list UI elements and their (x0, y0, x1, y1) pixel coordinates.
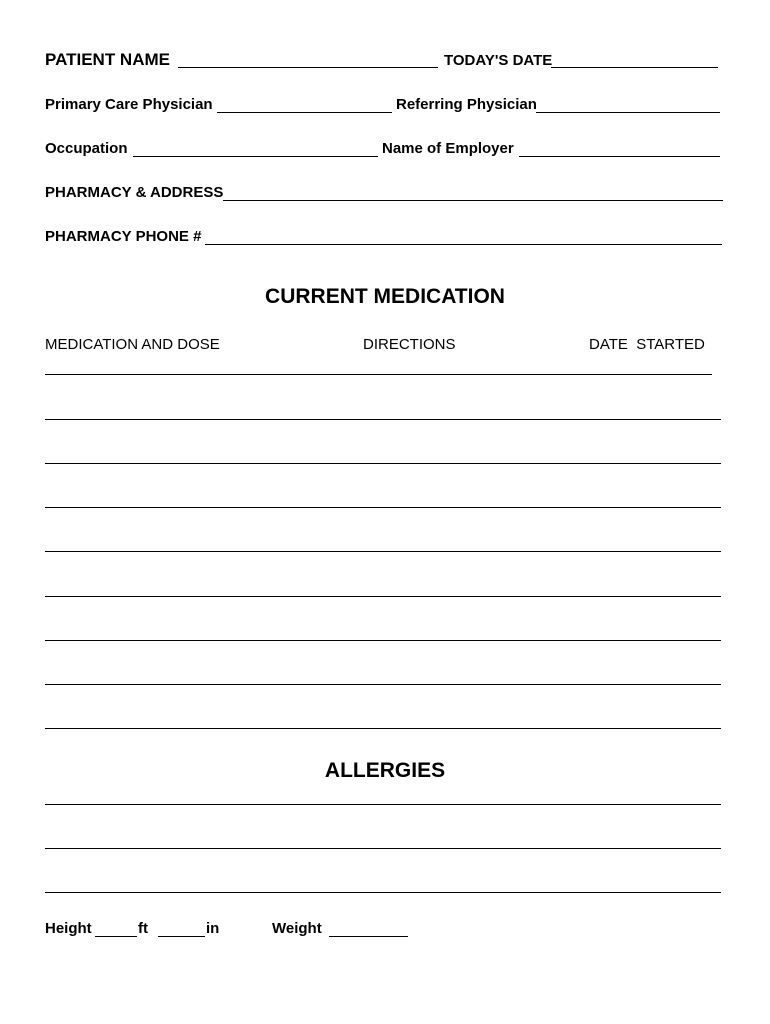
medication-line[interactable] (45, 640, 721, 641)
primary-care-physician-field[interactable] (217, 112, 392, 113)
column-date-started: DATE STARTED (589, 336, 705, 353)
weight-field[interactable] (329, 936, 408, 937)
pharmacy-address-field[interactable] (223, 200, 723, 201)
height-feet-field[interactable] (95, 936, 137, 937)
medication-line[interactable] (45, 551, 721, 552)
pharmacy-phone-field[interactable] (205, 244, 722, 245)
name-of-employer-label: Name of Employer (382, 140, 514, 157)
height-inches-field[interactable] (158, 936, 205, 937)
height-label: Height (45, 920, 92, 937)
allergies-heading: ALLERGIES (324, 759, 446, 782)
column-medication-and-dose: MEDICATION AND DOSE (45, 336, 220, 353)
referring-physician-field[interactable] (536, 112, 720, 113)
weight-label: Weight (272, 920, 322, 937)
medication-line[interactable] (45, 419, 721, 420)
occupation-field[interactable] (133, 156, 378, 157)
patient-name-field[interactable] (178, 67, 438, 68)
column-directions: DIRECTIONS (363, 336, 456, 353)
allergy-line[interactable] (45, 804, 721, 805)
medication-line[interactable] (45, 507, 721, 508)
todays-date-field[interactable] (551, 67, 718, 68)
occupation-label: Occupation (45, 140, 128, 157)
primary-care-physician-label: Primary Care Physician (45, 96, 213, 113)
pharmacy-phone-label: PHARMACY PHONE # (45, 228, 202, 245)
medication-line[interactable] (45, 463, 721, 464)
patient-name-label: PATIENT NAME (45, 50, 170, 69)
todays-date-label: TODAY'S DATE (444, 52, 553, 69)
medication-line[interactable] (45, 728, 721, 729)
pharmacy-address-label: PHARMACY & ADDRESS (45, 184, 224, 201)
medication-header-rule (45, 374, 712, 375)
name-of-employer-field[interactable] (519, 156, 720, 157)
referring-physician-label: Referring Physician (396, 96, 537, 113)
medication-line[interactable] (45, 596, 721, 597)
allergy-line[interactable] (45, 848, 721, 849)
allergy-line[interactable] (45, 892, 721, 893)
feet-unit-label: ft (138, 920, 148, 937)
medication-line[interactable] (45, 684, 721, 685)
current-medication-heading: CURRENT MEDICATION (265, 285, 505, 308)
inches-unit-label: in (206, 920, 220, 937)
